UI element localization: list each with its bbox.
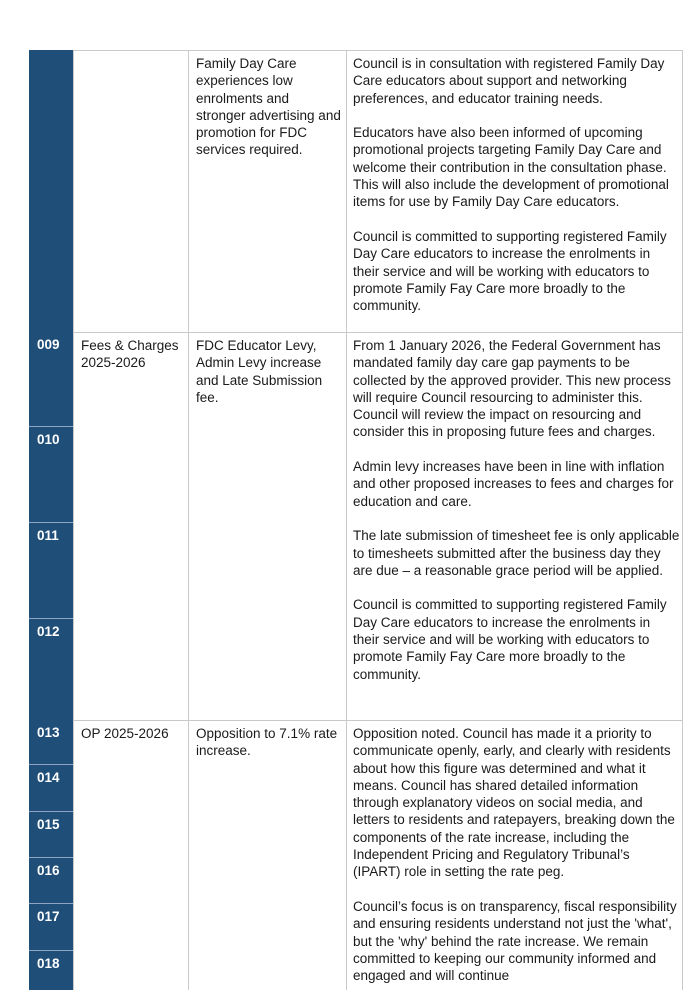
table-row (29, 333, 683, 721)
reference-cell (73, 50, 188, 333)
response-paragraph: From 1 January 2026, the Federal Government has mandated family day care gap payments to be collected by the approved provider. This new process will require Council resourcing to administer this. Council will review the impact on resourcing and consider this in proposing future fees and charges. (353, 338, 671, 440)
submission-number: 015 (37, 817, 60, 832)
number-divider (29, 426, 73, 427)
number-divider (29, 522, 73, 523)
response-paragraph: Council is committed to supporting registered Family Day Care educators to increase the enrolments in their service and will be working with educators to promote Family Fay Care more broadly to the community. (353, 597, 667, 682)
submission-number: 011 (37, 528, 59, 543)
submission-number: 016 (37, 863, 60, 878)
response-paragraph: The late submission of timesheet fee is only applicable to timesheets submitted after the business day they are due – a reasonable grace period will be applied. (353, 528, 680, 578)
submissions-table (29, 50, 683, 990)
response-paragraph: Council’s focus is on transparency, fiscal responsibility and ensuring residents understand not just the 'what', but the 'why' behind the rate increase. We remain committed to keeping our community informed and engaged and will continue (353, 898, 677, 984)
response-cell (346, 721, 683, 990)
submission-number-cell (29, 333, 73, 721)
reference-cell (73, 721, 188, 990)
submission-number: 010 (37, 432, 60, 447)
reference-text: Fees & Charges 2025-2026 (81, 338, 179, 371)
response-paragraph: Opposition noted. Council has made it a priority to communicate openly, early, and clearly with residents about how this figure was determined and what it means. Council has shared detailed information through explanatory videos on social media, and letters to residents and ratepayers, breaking down the components of the rate increase, including the Independent Pricing and Regulatory Tribunal’s (IPART) role in setting the rate peg. (353, 726, 675, 880)
table-row (29, 721, 683, 990)
response-paragraph: Educators have also been informed of upcoming promotional projects targeting Family Day Care and welcome their contribution in the consultation phase. This will also include the development of promotional items for use by Family Day Care educators. (353, 125, 669, 210)
submission-cell (188, 721, 346, 990)
submission-text: Opposition to 7.1% rate increase. (196, 726, 338, 759)
reference-cell (73, 333, 188, 721)
response-cell (346, 333, 683, 721)
submission-number: 018 (37, 956, 60, 971)
number-divider (29, 857, 73, 858)
number-divider (29, 764, 73, 765)
reference-text: OP 2025-2026 (81, 726, 169, 741)
submission-cell (188, 333, 346, 721)
submission-number: 009 (37, 337, 60, 352)
submission-text: FDC Educator Levy, Admin Levy increase and Late Submission fee. (196, 338, 323, 405)
number-divider (29, 618, 73, 619)
submission-number: 017 (37, 909, 60, 924)
number-divider (29, 903, 73, 904)
number-divider (29, 811, 73, 812)
response-paragraph: Council is in consultation with registered Family Day Care educators about support and networking preferences, and educator training needs. (353, 56, 665, 106)
response-paragraph: Admin levy increases have been in line with inflation and other proposed increases to fees and charges for education and care. (353, 459, 674, 509)
submission-number-cell (29, 721, 73, 990)
reference-text (74, 51, 188, 55)
submission-number: 012 (37, 624, 60, 639)
response-cell (346, 50, 683, 333)
table-row (29, 50, 683, 333)
number-divider (29, 950, 73, 951)
submission-text: Family Day Care experiences low enrolments and stronger advertising and promotion for FDC services required. (196, 56, 341, 158)
submission-number-cell (29, 50, 73, 333)
submission-cell (188, 50, 346, 333)
response-paragraph: Council is committed to supporting registered Family Day Care educators to increase the enrolments in their service and will be working with educators to promote Family Fay Care more broadly to the community. (353, 228, 667, 314)
submission-number: 013 (37, 725, 60, 740)
submission-number: 014 (37, 770, 60, 785)
